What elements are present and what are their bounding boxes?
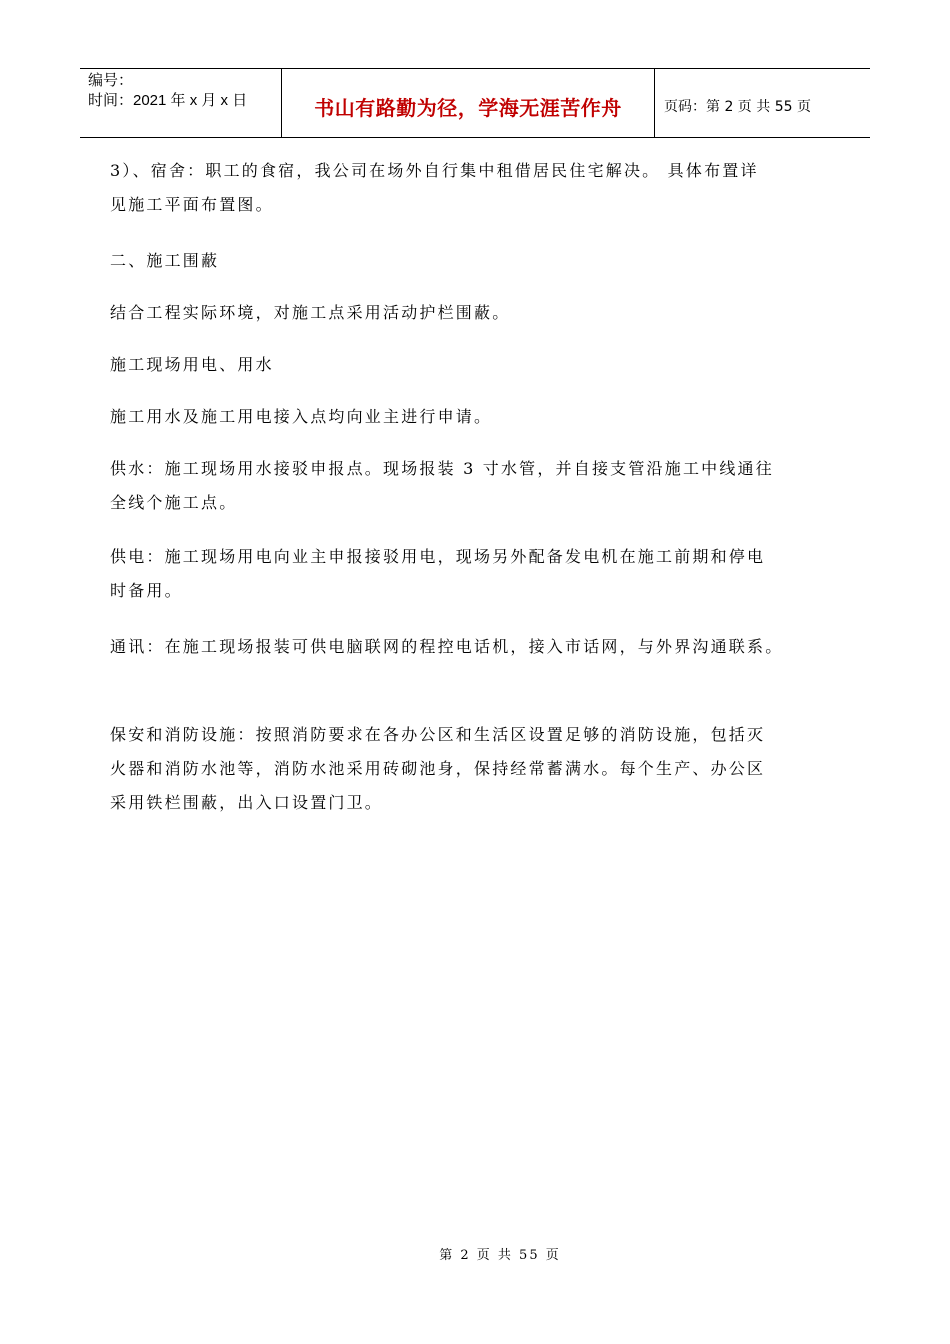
header-meta xyxy=(88,71,247,111)
text-line: 采用铁栏围蔽，出入口设置门卫。 xyxy=(110,793,384,812)
text-line: 3）、宿舍：职工的食宿，我公司在场外自行集中租借居民住宅解决。 具体布置详 xyxy=(110,161,759,180)
page-footer: 第 2 页 共 55 页 xyxy=(439,1248,561,1263)
header-divider xyxy=(654,69,655,137)
date-line: 时间：2021 年 x 月 x 日 xyxy=(88,92,248,109)
text-line: 供水：施工现场用水接驳申报点。现场报装 3 寸水管，并自接支管沿施工中线通往 xyxy=(110,459,774,478)
paragraph-communication: 通讯：在施工现场报装可供电脑联网的程控电话机，接入市话网，与外界沟通联系。 xyxy=(110,637,784,656)
text-line: 火器和消防水池等，消防水池采用砖砌池身，保持经常蓄满水。每个生产、办公区 xyxy=(110,759,766,778)
header-page-info: 页码：第 2 页 共 55 页 xyxy=(664,99,811,115)
subheading-utilities: 施工现场用电、用水 xyxy=(110,355,274,374)
text-line: 全线个施工点。 xyxy=(110,493,238,512)
header-motto: 书山有路勤为径，学海无涯苦作舟 xyxy=(314,95,622,120)
paragraph-power xyxy=(110,540,830,608)
text-line: 保安和消防设施：按照消防要求在各办公区和生活区设置足够的消防设施，包括灭 xyxy=(110,725,766,744)
paragraph-dormitory xyxy=(110,154,830,222)
paragraph-security xyxy=(110,718,830,820)
paragraph-utilities: 施工用水及施工用电接入点均向业主进行申请。 xyxy=(110,407,493,426)
text-line: 时备用。 xyxy=(110,581,183,600)
paragraph-enclosure: 结合工程实际环境，对施工点采用活动护栏围蔽。 xyxy=(110,303,511,322)
paragraph-water xyxy=(110,452,830,520)
page-header xyxy=(80,68,870,138)
number-label: 编号： xyxy=(88,72,134,89)
text-line: 见施工平面布置图。 xyxy=(110,195,274,214)
text-line: 供电：施工现场用电向业主申报接驳用电，现场另外配备发电机在施工前期和停电 xyxy=(110,547,766,566)
section-heading: 二、施工围蔽 xyxy=(110,251,220,270)
